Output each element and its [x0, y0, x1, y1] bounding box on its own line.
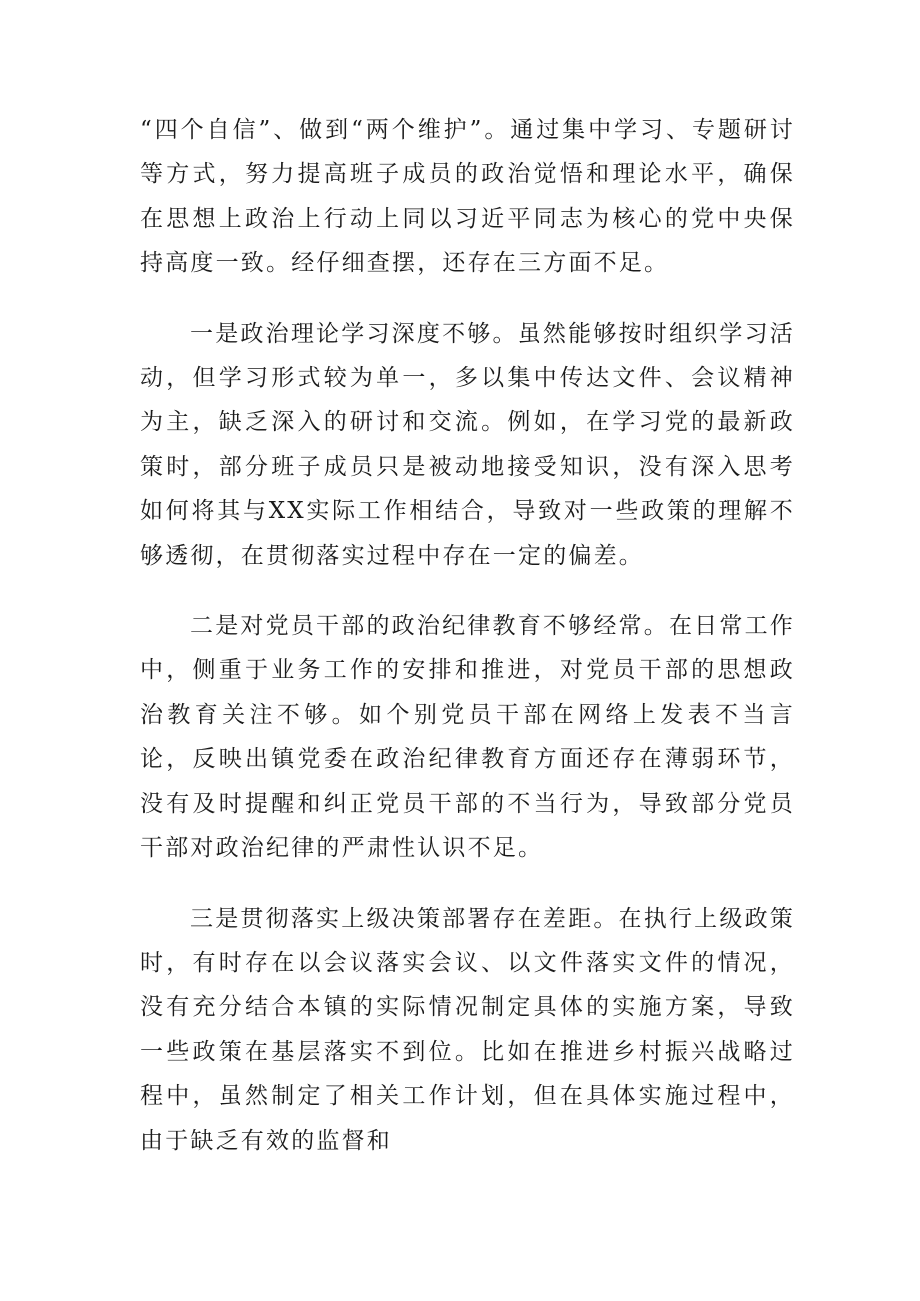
document-body [140, 108, 795, 1163]
paragraph-point-two: 二是对党员干部的政治纪律教育不够经常。在日常工作中，侧重于业务工作的安排和推进，对党员干部的思想政治教育关注不够。如个别党员干部在网络上发表不当言论，反映出镇党委在政治纪律教育方面还存在薄弱环节，没有及时提醒和纠正党员干部的不当行为，导致部分党员干部对政治纪律的严肃性认识不足。 [140, 613, 795, 862]
paragraph-spacer [140, 871, 795, 897]
paragraph-point-one: 一是政治理论学习深度不够。虽然能够按时组织学习活动，但学习形式较为单一，多以集中传达文件、会议精神为主，缺乏深入的研讨和交流。例如，在学习党的最新政策时，部分班子成员只是被动地接受知识，没有深入思考如何将其与XX实际工作相结合，导致对一些政策的理解不够透彻，在贯彻落实过程中存在一定的偏差。 [140, 320, 795, 569]
paragraph-spacer [140, 578, 795, 604]
paragraph-intro-continuation: “四个自信”、做到“两个维护”。通过集中学习、专题研讨等方式，努力提高班子成员的政治觉悟和理论水平，确保在思想上政治上行动上同以习近平同志为核心的党中央保持高度一致。经仔细查摆，还存在三方面不足。 [140, 117, 795, 277]
paragraph-point-three: 三是贯彻落实上级决策部署存在差距。在执行上级政策时，有时存在以会议落实会议、以文件落实文件的情况，没有充分结合本镇的实际情况制定具体的实施方案，导致一些政策在基层落实不到位。比如在推进乡村振兴战略过程中，虽然制定了相关工作计划，但在具体实施过程中，由于缺乏有效的监督和 [140, 905, 795, 1154]
paragraph-spacer [140, 286, 795, 312]
